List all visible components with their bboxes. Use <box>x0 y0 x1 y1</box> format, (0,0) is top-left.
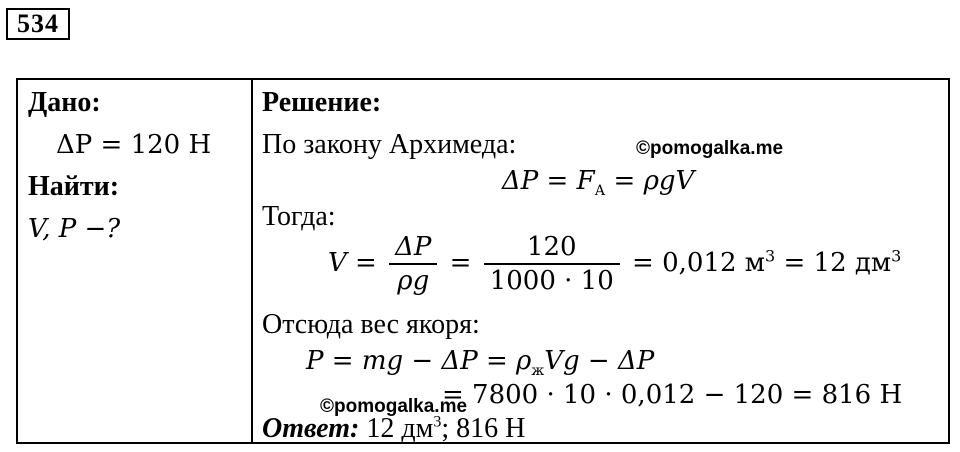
volume-result-dm3-sup: 3 <box>891 246 902 266</box>
archimedes-mid: F <box>576 166 595 196</box>
weight-expr1: mg − ΔP <box>361 346 478 376</box>
weight-rho-sub: ж <box>531 363 545 380</box>
volume-result-m3: 0,012 м <box>662 248 766 278</box>
solution-heading: Решение: <box>262 87 382 118</box>
weight-text: Отсюда вес якоря: <box>262 309 480 340</box>
problem-number: 534 <box>6 8 70 40</box>
solution-column <box>262 80 942 442</box>
archimedes-mid-sub: А <box>594 183 606 200</box>
archimedes-rhs: ρgV <box>643 166 695 196</box>
weight-lhs: P <box>306 346 324 376</box>
then-text: Тогда: <box>262 201 336 232</box>
weight-expr2: Vg − ΔP <box>544 346 655 376</box>
answer-value-a: 12 дм <box>366 413 434 444</box>
volume-result-dm3: 12 дм <box>813 248 892 278</box>
fraction-numeric <box>484 231 620 297</box>
given-heading: Дано: <box>28 87 101 118</box>
answer-value-b: ; 816 Н <box>441 413 526 444</box>
given-value: ΔP = 120 Н <box>56 130 212 160</box>
watermark-bottom: ©pomogalka.me <box>320 396 468 417</box>
find-heading: Найти: <box>28 171 120 202</box>
weight-formula-line2: = 7800 · 10 · 0,012 − 120 = 816 Н <box>442 380 903 410</box>
fraction1-denominator: ρg <box>389 263 437 297</box>
archimedes-lhs: ΔP <box>502 166 539 196</box>
fraction-delta-p-over-rho-g <box>389 231 437 297</box>
watermark-top: ©pomogalka.me <box>636 138 784 159</box>
solution-table <box>16 78 950 444</box>
volume-var: V <box>328 248 347 278</box>
answer-sup: 3 <box>433 413 442 431</box>
fraction2-numerator: 120 <box>526 232 577 262</box>
volume-result-m3-sup: 3 <box>765 246 776 266</box>
find-value: V, P −? <box>28 214 121 244</box>
given-column <box>26 80 246 442</box>
answer-label: Ответ: <box>262 413 360 444</box>
column-divider <box>251 80 253 442</box>
volume-formula: V = $\frac{\Delta P}{\rho g}$ = $\frac{120}{1000 \cdot 10}$ = 0,012 $м^3 = 12$ $дм^3$ <box>328 232 902 296</box>
weight-rho: ρ <box>516 346 532 376</box>
law-text: По закону Архимеда: <box>262 129 517 160</box>
archimedes-formula: $\Delta P = F_А = \rho gV$ <box>502 166 695 200</box>
weight-formula-line1: P = mg − $\Delta P = \rho_жVg - \Delta P$ <box>306 346 655 380</box>
fraction2-denominator: 1000 · 10 <box>484 263 620 297</box>
fraction1-numerator: ΔP <box>395 232 432 262</box>
